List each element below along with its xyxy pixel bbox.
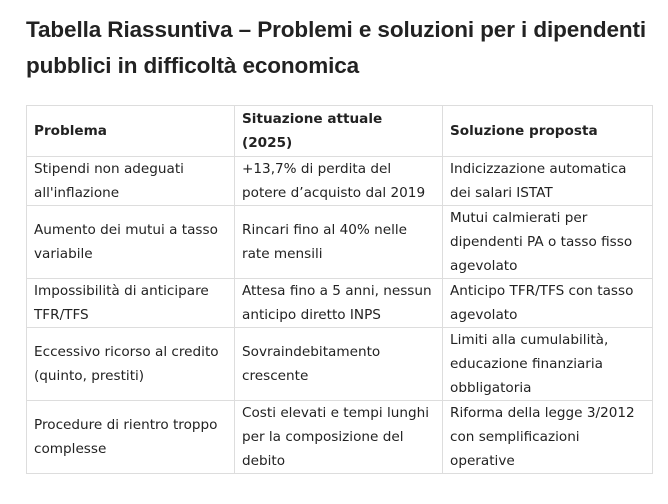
cell-situation: Sovraindebitamento crescente bbox=[235, 328, 443, 401]
cell-situation: Attesa fino a 5 anni, nessun anticipo diretto INPS bbox=[235, 279, 443, 328]
table-row bbox=[27, 328, 653, 401]
table-row bbox=[27, 206, 653, 279]
table-row bbox=[27, 157, 653, 206]
page-title: Tabella Riassuntiva – Problemi e soluzioni per i dipendenti pubblici in difficoltà economica bbox=[26, 17, 647, 78]
header-situation: Situazione attuale (2025) bbox=[235, 106, 443, 157]
cell-problem: Eccessivo ricorso al credito (quinto, prestiti) bbox=[27, 328, 235, 401]
cell-solution: Limiti alla cumulabilità, educazione finanziaria obbligatoria bbox=[443, 328, 653, 401]
header-problem: Problema bbox=[27, 106, 235, 157]
cell-situation: Rincari fino al 40% nelle rate mensili bbox=[235, 206, 443, 279]
cell-situation: Costi elevati e tempi lunghi per la composizione del debito bbox=[235, 401, 443, 474]
cell-problem: Impossibilità di anticipare TFR/TFS bbox=[27, 279, 235, 328]
summary-table bbox=[26, 105, 653, 474]
cell-solution: Anticipo TFR/TFS con tasso agevolato bbox=[443, 279, 653, 328]
cell-solution: Indicizzazione automatica dei salari ISTAT bbox=[443, 157, 653, 206]
cell-solution: Riforma della legge 3/2012 con semplificazioni operative bbox=[443, 401, 653, 474]
table-row bbox=[27, 279, 653, 328]
table-header-row bbox=[27, 106, 653, 157]
cell-problem: Procedure di rientro troppo complesse bbox=[27, 401, 235, 474]
cell-problem: Stipendi non adeguati all'inflazione bbox=[27, 157, 235, 206]
header-solution: Soluzione proposta bbox=[443, 106, 653, 157]
table-row bbox=[27, 401, 653, 474]
cell-solution: Mutui calmierati per dipendenti PA o tasso fisso agevolato bbox=[443, 206, 653, 279]
cell-situation: +13,7% di perdita del potere d’acquisto dal 2019 bbox=[235, 157, 443, 206]
cell-problem: Aumento dei mutui a tasso variabile bbox=[27, 206, 235, 279]
